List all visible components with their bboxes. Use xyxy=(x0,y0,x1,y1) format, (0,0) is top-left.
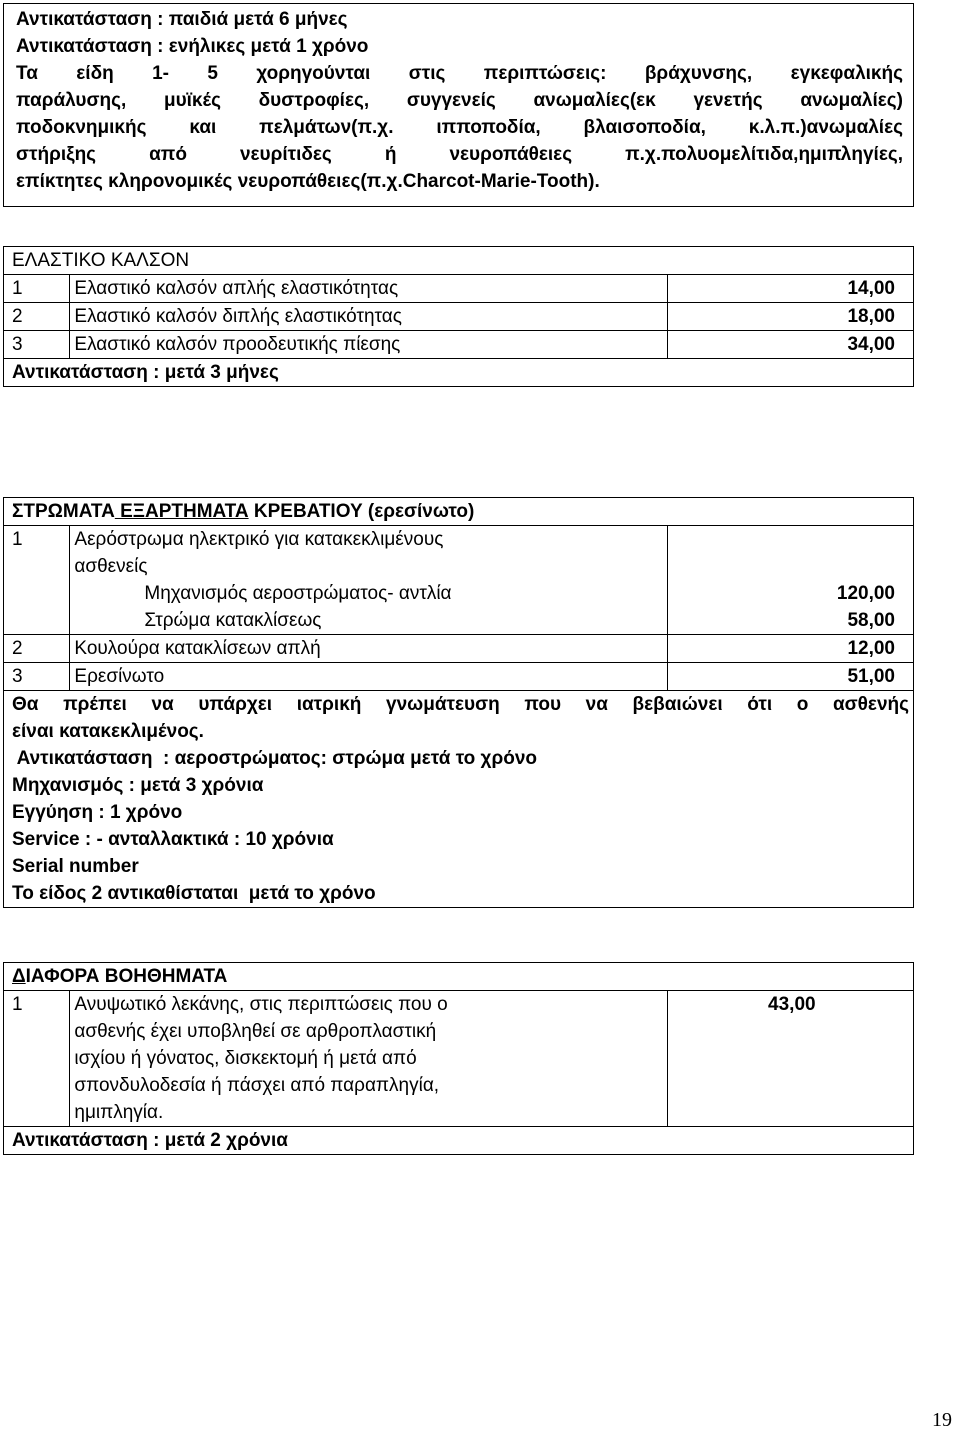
table-row xyxy=(4,663,914,691)
stocking-title: ΕΛΑΣΤΙΚΟ ΚΑΛΣΟΝ xyxy=(4,247,914,275)
table-row xyxy=(4,331,914,359)
row-price: 14,00 xyxy=(668,275,914,303)
row-number: 1 xyxy=(4,275,70,303)
aids-desc-line2: ασθενής έχει υποβληθεί σε αρθροπλαστική xyxy=(74,1021,437,1042)
intro-line-1: Αντικατάσταση : παιδιά μετά 6 μήνες xyxy=(16,9,348,30)
mattress-line-6: Το είδος 2 αντικαθίσταται μετά το χρόνο xyxy=(12,883,376,904)
table-row xyxy=(4,526,914,635)
intro-line-6: στήριξης από νευρίτιδες ή νευροπάθειες π.χ.πολυομελίτιδα,ημιπληγίες, xyxy=(16,144,903,165)
page-number: 19 xyxy=(932,1409,952,1431)
aids-section xyxy=(3,962,914,1157)
mattress-notes xyxy=(4,691,914,908)
stocking-section xyxy=(3,246,914,392)
item1-desc-line1: Αερόστρωμα ηλεκτρικό για κατακεκλιμένους xyxy=(74,529,444,550)
aids-desc-line1: Ανυψωτικό λεκάνης, στις περιπτώσεις που ο xyxy=(74,994,448,1015)
row-price: 43,00 xyxy=(668,991,914,1127)
aids-desc-line3: ισχίου ή γόνατος, δισκεκτομή ή μετά από xyxy=(74,1048,417,1069)
row-price xyxy=(668,526,914,635)
mattress-title xyxy=(4,498,914,526)
row-description xyxy=(70,991,668,1127)
aids-title xyxy=(4,963,914,991)
mattress-line-4: Service : - ανταλλακτικά : 10 χρόνια xyxy=(12,829,334,850)
intro-line-2: Αντικατάσταση : ενήλικες μετά 1 χρόνο xyxy=(16,36,369,57)
table-row xyxy=(4,635,914,663)
intro-line-5: ποδοκνημικής και πελμάτων(π.χ. ιπποποδία, βλαισοποδία, κ.λ.π.)ανωμαλίες xyxy=(16,117,903,138)
row-price: 12,00 xyxy=(668,635,914,663)
aids-desc-line4: σπονδυλοδεσία ή πάσχει από παραπληγία, xyxy=(74,1075,440,1096)
mattress-line-3: Εγγύηση : 1 χρόνο xyxy=(12,802,183,823)
row-number: 3 xyxy=(4,663,70,691)
row-price: 18,00 xyxy=(668,303,914,331)
item1-sub2: Στρώμα κατακλίσεως xyxy=(144,610,322,631)
row-price: 51,00 xyxy=(668,663,914,691)
aids-table xyxy=(3,962,914,1155)
note-line-1: Θα πρέπει να υπάρχει ιατρική γνωμάτευση που να βεβαιώνει ότι ο ασθενής xyxy=(12,694,909,715)
table-row xyxy=(4,991,914,1127)
row-number: 2 xyxy=(4,635,70,663)
row-number: 2 xyxy=(4,303,70,331)
stocking-table xyxy=(3,246,914,387)
item1-sub1: Μηχανισμός αεροστρώματος- αντλία xyxy=(144,583,452,604)
intro-line-3: Τα είδη 1- 5 χορηγούνται στις περιπτώσεις: βράχυνσης, εγκεφαλικής xyxy=(16,63,903,84)
intro-block xyxy=(3,3,914,207)
row-description: Κουλούρα κατακλίσεων απλή xyxy=(70,635,668,663)
item1-sub1-price: 120,00 xyxy=(836,583,895,604)
row-description: Ελαστικό καλσόν απλής ελαστικότητας xyxy=(70,275,668,303)
row-number: 3 xyxy=(4,331,70,359)
intro-line-7: επίκτητες κληρονομικές νευροπάθειες(π.χ.Charcot-Marie-Tooth). xyxy=(16,171,600,192)
intro-line-4: παράλυσης, μυϊκές δυστροφίες, συγγενείς ανωμαλίες(εκ γενετής ανωμαλίες) xyxy=(16,90,903,111)
aids-desc-line5: ημιπληγία. xyxy=(74,1102,164,1123)
row-description: Ελαστικό καλσόν προοδευτικής πίεσης xyxy=(70,331,668,359)
mattress-title-text: ΣΤΡΩΜΑΤΑ ΕΞΑΡΤΗΜΑΤΑ ΚΡΕΒΑΤΙΟΥ (ερεσίνωτο) xyxy=(12,501,475,522)
table-row xyxy=(4,303,914,331)
row-description: Ερεσίνωτο xyxy=(70,663,668,691)
note-line-2: είναι κατακεκλιμένος. xyxy=(12,721,204,742)
item1-sub2-price: 58,00 xyxy=(847,610,895,631)
aids-replacement: Αντικατάσταση : μετά 2 χρόνια xyxy=(4,1127,914,1155)
mattress-section xyxy=(3,497,914,909)
item1-desc-line2: ασθενείς xyxy=(74,556,148,577)
mattress-table xyxy=(3,497,914,908)
table-row xyxy=(4,275,914,303)
mattress-line-1: Αντικατάσταση : αεροστρώματος: στρώμα μετά το χρόνο xyxy=(12,748,537,769)
row-description: Ελαστικό καλσόν διπλής ελαστικότητας xyxy=(70,303,668,331)
mattress-line-5: Serial number xyxy=(12,856,139,877)
row-number: 1 xyxy=(4,991,70,1127)
stocking-replacement: Αντικατάσταση : μετά 3 μήνες xyxy=(4,359,914,387)
row-number: 1 xyxy=(4,526,70,635)
row-price: 34,00 xyxy=(668,331,914,359)
row-description xyxy=(70,526,668,635)
aids-title-text: ΔΙΑΦΟΡΑ ΒΟΗΘΗΜΑΤΑ xyxy=(12,966,228,987)
mattress-line-2: Μηχανισμός : μετά 3 χρόνια xyxy=(12,775,264,796)
